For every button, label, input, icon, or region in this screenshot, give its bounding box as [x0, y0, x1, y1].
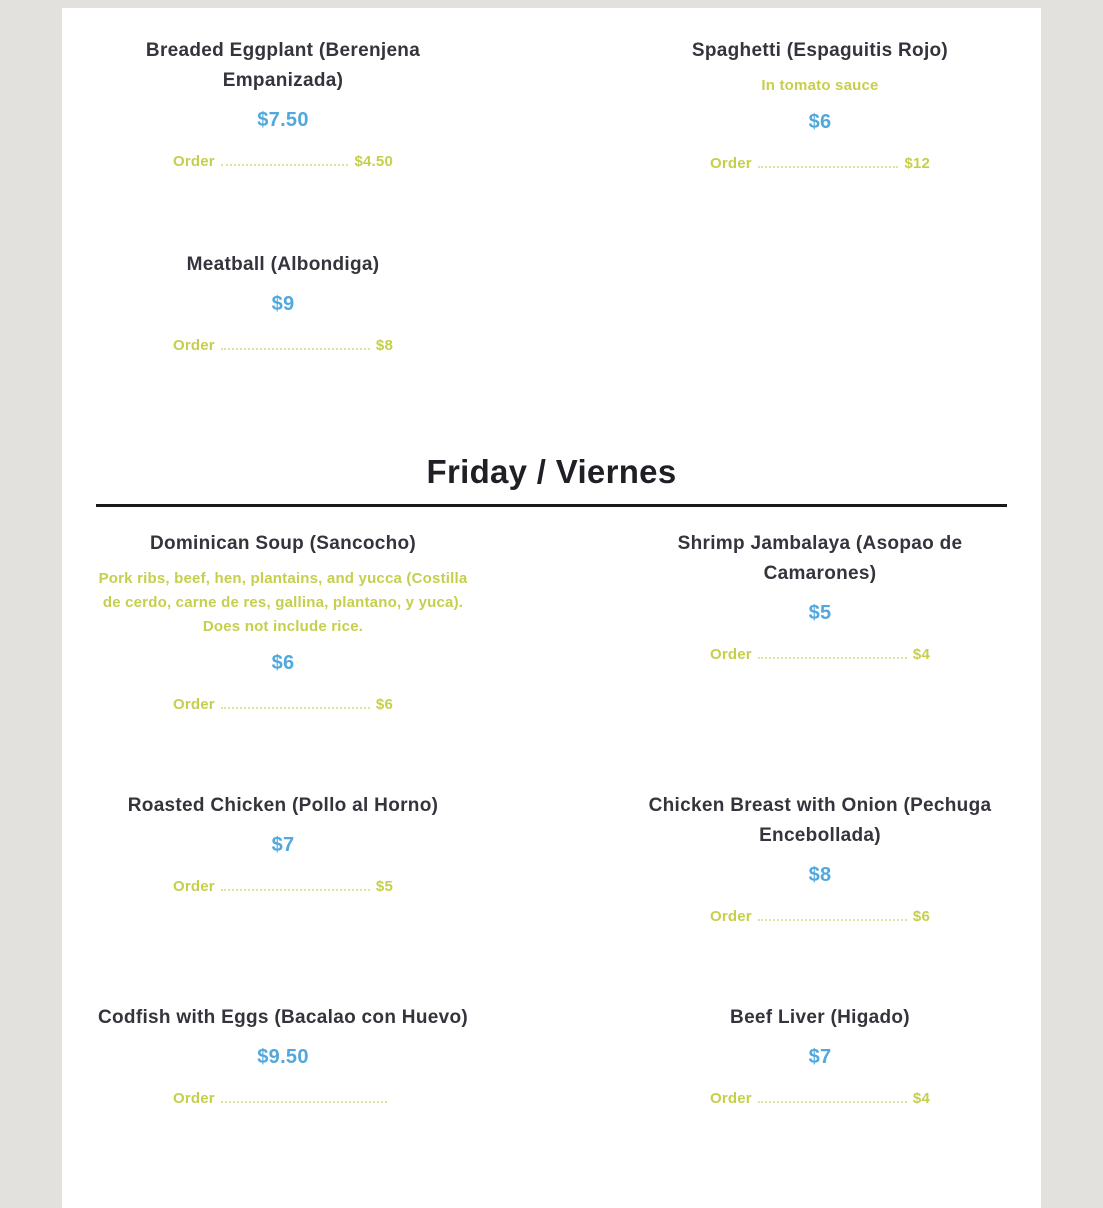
order-label: Order	[710, 1090, 752, 1107]
item-price: $9.50	[257, 1046, 309, 1068]
order-dots-leader	[758, 657, 907, 659]
order-row	[710, 1089, 930, 1109]
order-price: $4	[912, 646, 930, 663]
order-label: Order	[173, 696, 215, 713]
item-title: Spaghetti (Espaguitis Rojo)	[691, 40, 949, 61]
item-title: Shrimp Jambalaya (Asopao de Camarones)	[677, 533, 963, 584]
item-title: Breaded Eggplant (Berenjena Empanizada)	[145, 40, 421, 91]
menu-item	[633, 791, 1007, 927]
item-price: $6	[808, 111, 832, 133]
item-title: Roasted Chicken (Pollo al Horno)	[127, 795, 439, 816]
menu-section-top	[96, 36, 1007, 356]
order-price: $6	[375, 696, 393, 713]
menu-item	[633, 36, 1007, 174]
order-price: $4	[912, 1090, 930, 1107]
menu-card	[62, 8, 1041, 1208]
item-price: $7	[808, 1046, 832, 1068]
order-row	[173, 152, 393, 172]
item-title: Chicken Breast with Onion (Pechuga Encebollada)	[648, 795, 992, 846]
order-label: Order	[173, 337, 215, 354]
order-row	[173, 1089, 393, 1109]
order-label: Order	[173, 1090, 215, 1107]
menu-grid	[96, 529, 1007, 1109]
item-title: Codfish with Eggs (Bacalao con Huevo)	[97, 1007, 469, 1028]
item-price: $6	[271, 652, 295, 674]
order-dots-leader	[758, 919, 907, 921]
order-row	[710, 645, 930, 665]
order-dots-leader	[758, 1101, 907, 1103]
menu-item	[633, 1003, 1007, 1109]
order-row	[173, 695, 393, 715]
menu-item	[96, 1003, 470, 1109]
order-price: $8	[375, 337, 393, 354]
item-price: $8	[808, 864, 832, 886]
menu-item	[96, 36, 470, 172]
item-title: Meatball (Albondiga)	[186, 254, 380, 275]
menu-section-friday	[96, 452, 1007, 1109]
order-label: Order	[173, 153, 215, 170]
item-price: $5	[808, 602, 832, 624]
order-dots-leader	[221, 1101, 387, 1103]
menu-item	[96, 529, 470, 715]
order-price: $12	[904, 155, 930, 172]
order-dots-leader	[221, 889, 370, 891]
order-price: $4.50	[354, 153, 393, 170]
item-description: Pork ribs, beef, hen, plantains, and yucca (Costilla de cerdo, carne de res, gallina, plantano, y yuca). Does not include rice.	[98, 570, 468, 635]
order-row	[173, 336, 393, 356]
item-description: In tomato sauce	[761, 77, 879, 94]
item-price: $7	[271, 834, 295, 856]
order-label: Order	[173, 878, 215, 895]
item-price: $7.50	[257, 109, 309, 131]
order-dots-leader	[221, 348, 370, 350]
item-title: Beef Liver (Higado)	[730, 1007, 910, 1028]
order-label: Order	[710, 908, 752, 925]
order-row	[173, 877, 393, 897]
item-title: Dominican Soup (Sancocho)	[149, 533, 417, 554]
item-price: $9	[271, 293, 295, 315]
menu-item	[96, 250, 470, 356]
order-dots-leader	[221, 164, 349, 166]
menu-grid	[96, 36, 1007, 356]
section-divider	[96, 504, 1007, 507]
menu-item	[633, 529, 1007, 665]
order-label: Order	[710, 155, 752, 172]
order-dots-leader	[221, 707, 370, 709]
order-row	[710, 907, 930, 927]
order-price: $6	[912, 908, 930, 925]
section-header: Friday / Viernes	[426, 453, 677, 490]
order-label: Order	[710, 646, 752, 663]
order-price: $5	[375, 878, 393, 895]
menu-item	[96, 791, 470, 897]
order-dots-leader	[758, 166, 899, 168]
order-row	[710, 154, 930, 174]
